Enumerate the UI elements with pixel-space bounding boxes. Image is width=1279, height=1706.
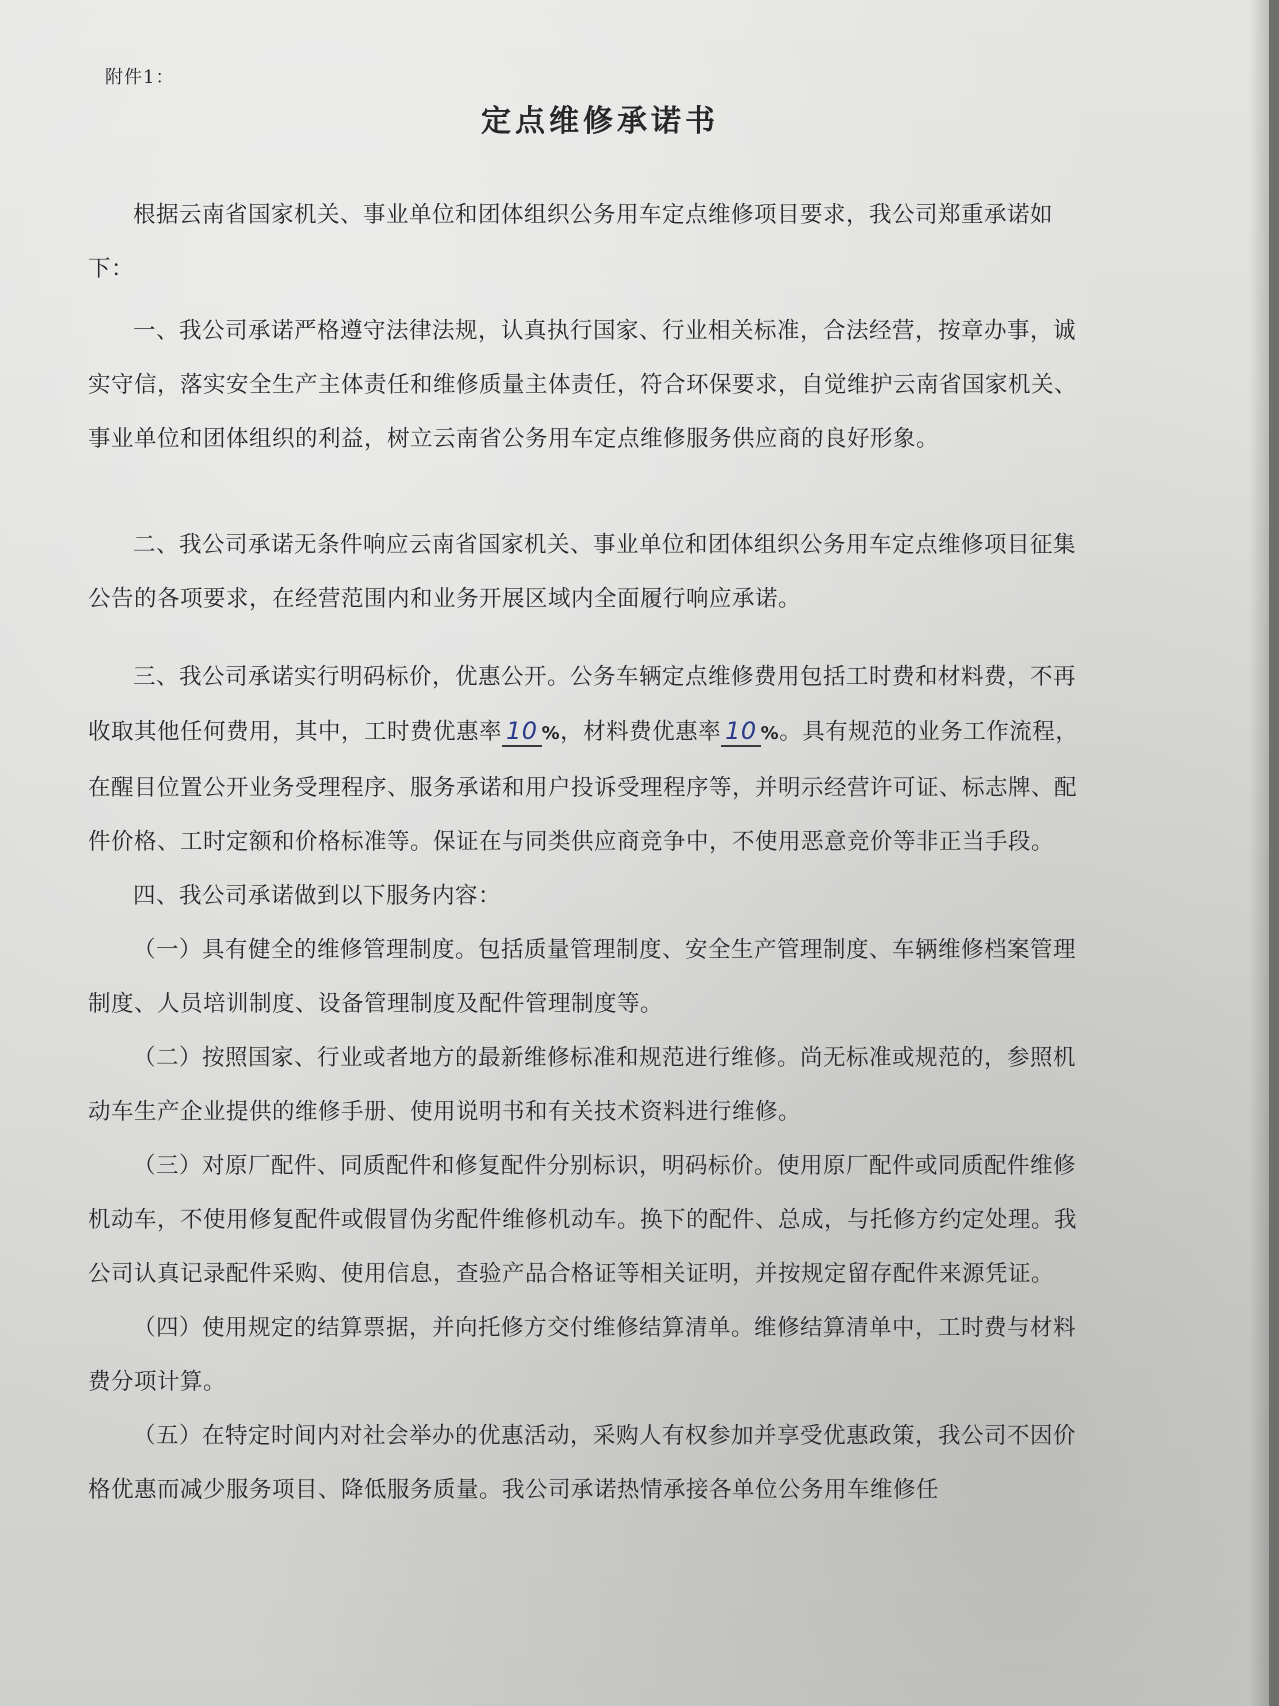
commitment-paragraph-3	[88, 650, 1088, 869]
document-title: 定点维修承诺书	[481, 104, 719, 139]
commitment-paragraph-2: 二、我公司承诺无条件响应云南省国家机关、事业单位和团体组织公务用车定点维修项目征集公告的各项要求，在经营范围内和业务开展区域内全面履行响应承诺。	[88, 532, 1077, 612]
paragraph-3-text-2: ，材料费优惠率	[560, 719, 722, 745]
attachment-label: 附件1：	[105, 67, 175, 88]
material-discount-handwritten: 10	[721, 717, 761, 747]
labor-discount-handwritten: 10	[502, 717, 542, 747]
service-item-1: （一）具有健全的维修管理制度。包括质量管理制度、安全生产管理制度、车辆维修档案管理制度、人员培训制度、设备管理制度及配件管理制度等。	[88, 937, 1077, 1017]
service-item-2: （二）按照国家、行业或者地方的最新维修标准和规范进行维修。尚无标准或规范的，参照机动车生产企业提供的维修手册、使用说明书和有关技术资料进行维修。	[88, 1045, 1077, 1125]
service-item-3: （三）对原厂配件、同质配件和修复配件分别标识，明码标价。使用原厂配件或同质配件维修机动车，不使用修复配件或假冒伪劣配件维修机动车。换下的配件、总成，与托修方约定处理。我公司认真记录配件采购、使用信息，查验产品合格证等相关证明，并按规定留存配件来源凭证。	[88, 1153, 1078, 1287]
percent-sign-2: %	[760, 723, 780, 744]
paragraph-3-text-3: 。具有规范的业务工作流程，在醒目位置公开业务受理程序、服务承诺和用户投诉受理程序等，并明示经营许可证、标志牌、配件价格、工时定额和价格标准等。保证在与同类供应商竞争中，不使用恶意竞价等非正当手段。	[88, 719, 1079, 855]
document-body	[88, 188, 1088, 1517]
percent-sign-1: %	[541, 723, 561, 744]
intro-paragraph: 根据云南省国家机关、事业单位和团体组织公务用车定点维修项目要求，我公司郑重承诺如下：	[88, 202, 1054, 282]
service-item-5: （五）在特定时间内对社会举办的优惠活动，采购人有权参加并享受优惠政策，我公司不因价格优惠而减少服务项目、降低服务质量。我公司承诺热情承接各单位公务用车维修任	[88, 1423, 1077, 1503]
page-edge	[1269, 0, 1279, 1706]
paragraph-3-text-1: 三、我公司承诺实行明码标价，优惠公开。公务车辆定点维修费用包括工时费和材料费，不再收取其他任何费用，其中，工时费优惠率	[88, 664, 1077, 745]
commitment-paragraph-4: 四、我公司承诺做到以下服务内容：	[133, 883, 502, 909]
service-item-4: （四）使用规定的结算票据，并向托修方交付维修结算清单。维修结算清单中，工时费与材料费分项计算。	[88, 1315, 1077, 1395]
commitment-paragraph-1: 一、我公司承诺严格遵守法律法规，认真执行国家、行业相关标准，合法经营，按章办事，诚实守信，落实安全生产主体责任和维修质量主体责任，符合环保要求，自觉维护云南省国家机关、事业单位和团体组织的利益，树立云南省公务用车定点维修服务供应商的良好形象。	[88, 318, 1078, 452]
